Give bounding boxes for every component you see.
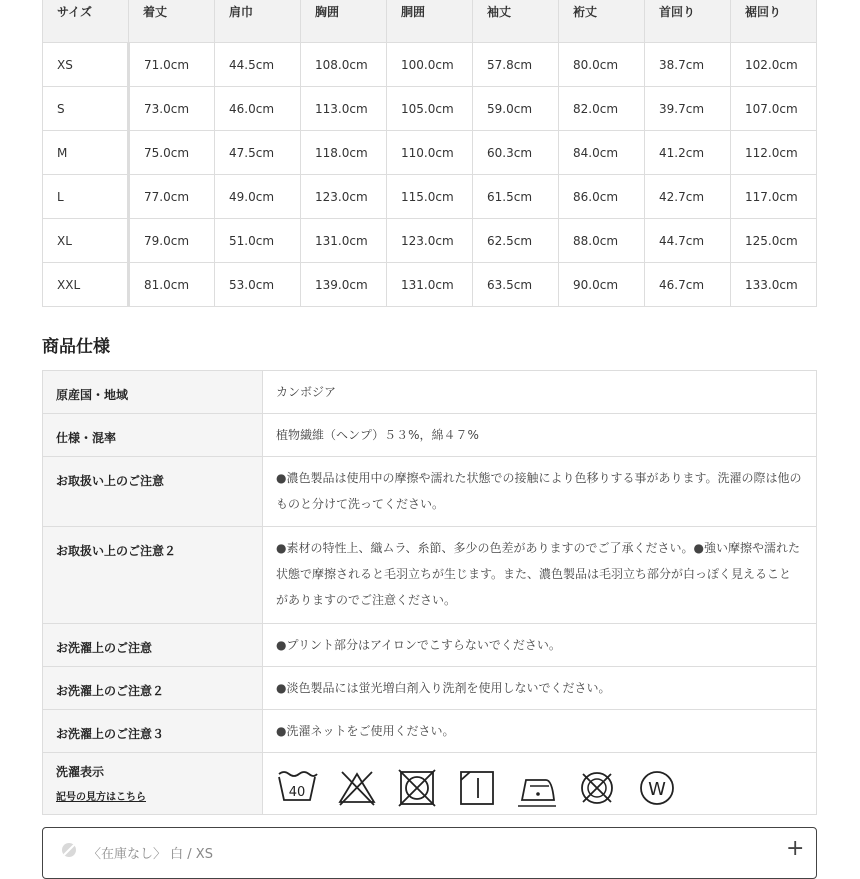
- spec-label: お洗濯上のご注意３: [43, 710, 263, 753]
- spec-row-material: [43, 414, 817, 457]
- size-table: [42, 0, 817, 307]
- size-value-cell: 79.0cm: [129, 219, 215, 263]
- spec-value: ●プリント部分はアイロンでこすらないでください。: [263, 624, 817, 667]
- size-value-cell: 38.7cm: [645, 43, 731, 87]
- size-table-header-cell: 裄丈: [559, 0, 645, 43]
- spec-row-washing-2: [43, 667, 817, 710]
- size-value-cell: 131.0cm: [387, 263, 473, 307]
- size-table-row: [43, 219, 817, 263]
- spec-value: ●洗濯ネットをご使用ください。: [263, 710, 817, 753]
- size-table-row: [43, 175, 817, 219]
- size-name-cell: XS: [43, 43, 129, 87]
- spec-row-handling-2: [43, 527, 817, 624]
- out-of-stock-icon: [61, 842, 77, 858]
- size-name-cell: M: [43, 131, 129, 175]
- size-table-header-cell: 裾回り: [731, 0, 817, 43]
- size-value-cell: 46.7cm: [645, 263, 731, 307]
- wash-40-icon: [276, 768, 318, 808]
- size-value-cell: 53.0cm: [215, 263, 301, 307]
- size-table-header-cell: サイズ: [43, 0, 129, 43]
- expand-plus-icon[interactable]: +: [786, 836, 805, 861]
- spec-label: お取扱い上のご注意: [43, 457, 263, 527]
- size-table-header-cell: 胴囲: [387, 0, 473, 43]
- variant-selector[interactable]: [42, 827, 817, 879]
- spec-row-washing-3: [43, 710, 817, 753]
- size-value-cell: 112.0cm: [731, 131, 817, 175]
- size-value-cell: 47.5cm: [215, 131, 301, 175]
- spec-value: ●淡色製品には蛍光増白剤入り洗剤を使用しないでください。: [263, 667, 817, 710]
- wash-symbols-cell: [263, 753, 817, 815]
- no-tumble-dry-icon: [396, 768, 438, 808]
- size-value-cell: 44.5cm: [215, 43, 301, 87]
- spec-value: 植物繊維（ヘンプ）５３%，綿４７%: [263, 414, 817, 457]
- spec-row-wash-symbols: [43, 753, 817, 815]
- spec-value: カンボジア: [263, 371, 817, 414]
- size-value-cell: 49.0cm: [215, 175, 301, 219]
- size-table-header: [43, 0, 817, 43]
- size-value-cell: 60.3cm: [473, 131, 559, 175]
- size-value-cell: 100.0cm: [387, 43, 473, 87]
- stock-status: 〈在庫なし〉: [88, 847, 167, 862]
- size-value-cell: 80.0cm: [559, 43, 645, 87]
- size-value-cell: 82.0cm: [559, 87, 645, 131]
- variant-selection: 白 / XS: [170, 847, 213, 862]
- size-value-cell: 108.0cm: [301, 43, 387, 87]
- size-value-cell: 113.0cm: [301, 87, 387, 131]
- size-value-cell: 105.0cm: [387, 87, 473, 131]
- size-table-header-cell: 肩巾: [215, 0, 301, 43]
- spec-row-handling: [43, 457, 817, 527]
- spec-row-washing: [43, 624, 817, 667]
- spec-label: 仕様・混率: [43, 414, 263, 457]
- size-name-cell: S: [43, 87, 129, 131]
- size-value-cell: 115.0cm: [387, 175, 473, 219]
- spec-value: ●素材の特性上、織ムラ、糸節、多少の色差がありますのでご了承ください。●強い摩擦や濡れた状態で摩擦されると毛羽立ちが生じます。また、濃色製品は毛羽立ち部分が白っぽく見えることがありますのでご注意ください。: [263, 527, 817, 624]
- size-value-cell: 110.0cm: [387, 131, 473, 175]
- size-value-cell: 123.0cm: [387, 219, 473, 263]
- size-value-cell: 117.0cm: [731, 175, 817, 219]
- size-value-cell: 125.0cm: [731, 219, 817, 263]
- size-value-cell: 75.0cm: [129, 131, 215, 175]
- size-value-cell: 139.0cm: [301, 263, 387, 307]
- size-value-cell: 77.0cm: [129, 175, 215, 219]
- size-table-row: [43, 263, 817, 307]
- size-table-row: [43, 131, 817, 175]
- size-value-cell: 133.0cm: [731, 263, 817, 307]
- svg-text:W: W: [648, 779, 666, 800]
- wet-clean-icon: [636, 768, 678, 808]
- size-value-cell: 44.7cm: [645, 219, 731, 263]
- size-value-cell: 118.0cm: [301, 131, 387, 175]
- no-bleach-icon: [336, 768, 378, 808]
- size-value-cell: 123.0cm: [301, 175, 387, 219]
- size-value-cell: 90.0cm: [559, 263, 645, 307]
- size-value-cell: 63.5cm: [473, 263, 559, 307]
- size-name-cell: XL: [43, 219, 129, 263]
- size-table-header-cell: 着丈: [129, 0, 215, 43]
- wash-label-cell: [43, 753, 263, 815]
- size-value-cell: 131.0cm: [301, 219, 387, 263]
- size-value-cell: 61.5cm: [473, 175, 559, 219]
- size-value-cell: 51.0cm: [215, 219, 301, 263]
- size-table-header-cell: 首回り: [645, 0, 731, 43]
- size-value-cell: 39.7cm: [645, 87, 731, 131]
- size-value-cell: 41.2cm: [645, 131, 731, 175]
- spec-label: お洗濯上のご注意: [43, 624, 263, 667]
- no-dry-clean-icon: [576, 768, 618, 808]
- size-value-cell: 81.0cm: [129, 263, 215, 307]
- size-table-row: [43, 87, 817, 131]
- size-value-cell: 46.0cm: [215, 87, 301, 131]
- spec-label: お洗濯上のご注意２: [43, 667, 263, 710]
- spec-label: 原産国・地域: [43, 371, 263, 414]
- size-value-cell: 71.0cm: [129, 43, 215, 87]
- size-value-cell: 102.0cm: [731, 43, 817, 87]
- size-value-cell: 62.5cm: [473, 219, 559, 263]
- spec-value: ●濃色製品は使用中の摩擦や濡れた状態での接触により色移りする事があります。洗濯の際は他のものと分けて洗ってください。: [263, 457, 817, 527]
- size-value-cell: 59.0cm: [473, 87, 559, 131]
- iron-low-icon: [516, 768, 558, 808]
- variant-label: [88, 843, 213, 862]
- wash-label: 洗濯表示: [56, 765, 105, 779]
- size-value-cell: 107.0cm: [731, 87, 817, 131]
- wash-symbols-guide-link[interactable]: 記号の見方はこちら: [56, 792, 146, 803]
- size-value-cell: 57.8cm: [473, 43, 559, 87]
- line-dry-shade-icon: [456, 768, 498, 808]
- size-value-cell: 73.0cm: [129, 87, 215, 131]
- size-table-row: [43, 43, 817, 87]
- spec-table: [42, 370, 817, 815]
- spec-section-title: 商品仕様: [42, 337, 110, 357]
- size-table-header-cell: 袖丈: [473, 0, 559, 43]
- spec-label: お取扱い上のご注意２: [43, 527, 263, 624]
- size-value-cell: 88.0cm: [559, 219, 645, 263]
- size-name-cell: L: [43, 175, 129, 219]
- size-name-cell: XXL: [43, 263, 129, 307]
- svg-text:40: 40: [288, 785, 306, 800]
- size-value-cell: 86.0cm: [559, 175, 645, 219]
- size-table-header-cell: 胸囲: [301, 0, 387, 43]
- size-value-cell: 42.7cm: [645, 175, 731, 219]
- spec-row-origin: [43, 371, 817, 414]
- size-value-cell: 84.0cm: [559, 131, 645, 175]
